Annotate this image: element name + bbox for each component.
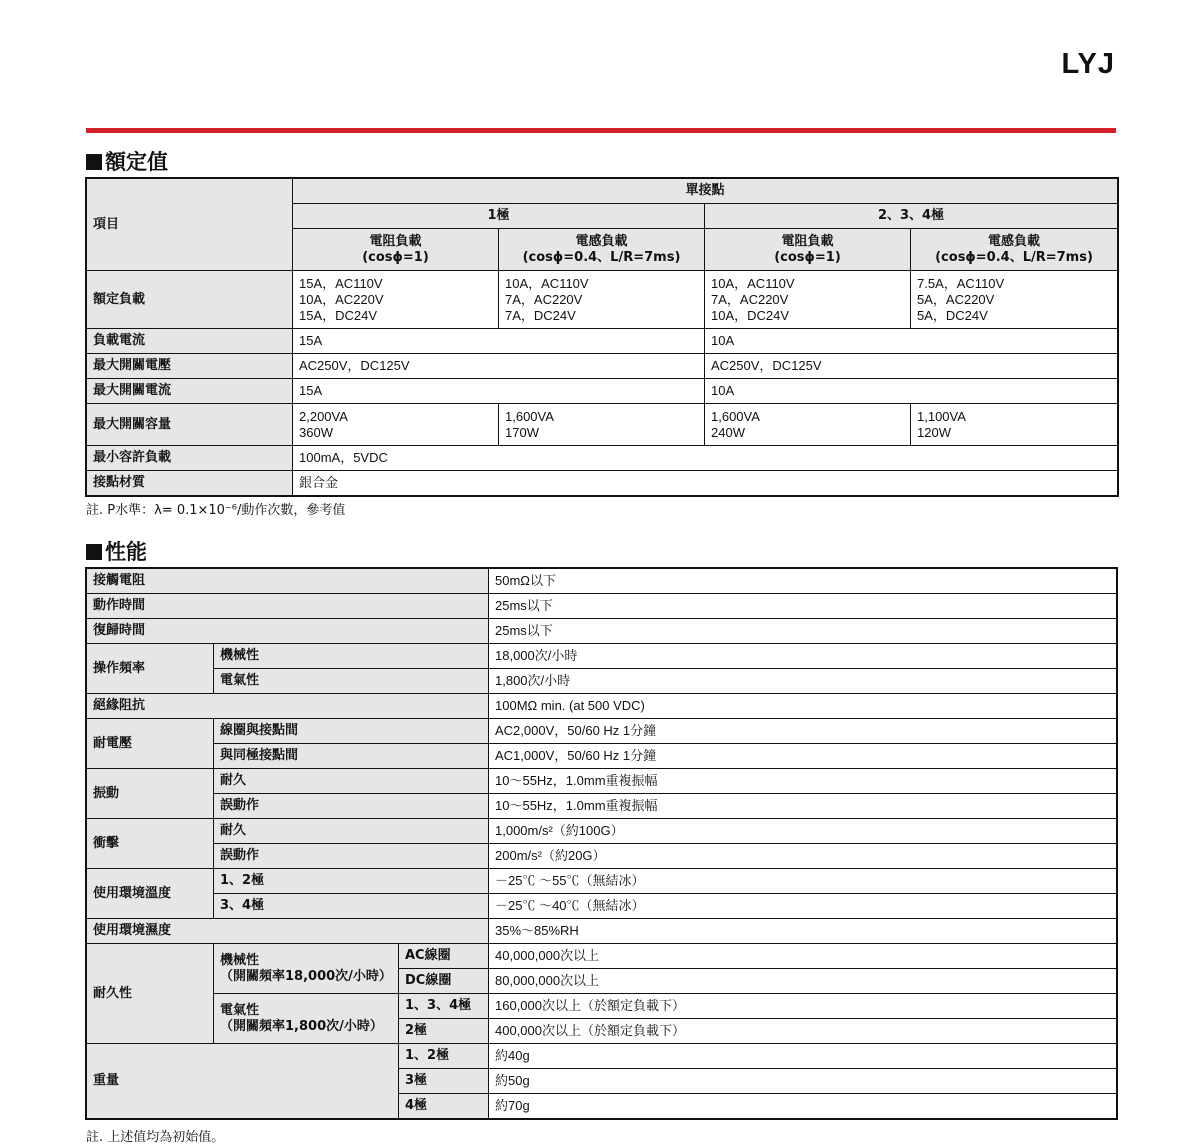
perf-sublabel: 機械性	[214, 644, 489, 669]
perf-value: －25℃ ～40℃（無結冰）	[489, 894, 1117, 919]
perf-label: 復歸時間	[87, 619, 489, 644]
max-capacity-label: 最大開關容量	[87, 404, 293, 446]
perf-value: －25℃ ～55℃（無結冰）	[489, 869, 1117, 894]
perf-label: 耐久性	[87, 944, 214, 1044]
max-capacity-cell: 2,200VA 360W	[293, 404, 499, 446]
load-current-cell: 10A	[705, 329, 1118, 354]
perf-sublabel: DC線圈	[399, 969, 489, 994]
max-current-label: 最大開關電流	[87, 379, 293, 404]
inductive-load-header: 電感負載 (cosϕ=0.4、L/R=7ms)	[911, 229, 1118, 271]
pole1-header: 1極	[293, 204, 705, 229]
perf-sublabel: 3極	[399, 1069, 489, 1094]
perf-sublabel: 與同極接點間	[214, 744, 489, 769]
perf-value: 約70g	[489, 1094, 1117, 1119]
resistive-load-header: 電阻負載 (cosϕ=1)	[705, 229, 911, 271]
inductive-load-header: 電感負載 (cosϕ=0.4、L/R=7ms)	[499, 229, 705, 271]
perf-value: 400,000次以上（於額定負載下）	[489, 1019, 1117, 1044]
max-capacity-cell: 1,600VA 240W	[705, 404, 911, 446]
perf-value: 10～55Hz，1.0mm重複振幅	[489, 769, 1117, 794]
perf-sublabel: 電氣性	[214, 669, 489, 694]
perf-value: 25ms以下	[489, 619, 1117, 644]
min-load-label: 最小容許負載	[87, 446, 293, 471]
perf-sublabel: 線圈與接點間	[214, 719, 489, 744]
perf-value: 100MΩ min. (at 500 VDC)	[489, 694, 1117, 719]
perf-label: 接觸電阻	[87, 569, 489, 594]
perf-sublabel: 誤動作	[214, 844, 489, 869]
perf-label: 操作頻率	[87, 644, 214, 694]
perf-sublabel: 2極	[399, 1019, 489, 1044]
perf-value: 約40g	[489, 1044, 1117, 1069]
perf-value: 約50g	[489, 1069, 1117, 1094]
perf-sublabel: 耐久	[214, 819, 489, 844]
perf-label: 動作時間	[87, 594, 489, 619]
rating-table	[86, 178, 1118, 496]
load-current-cell: 15A	[293, 329, 705, 354]
perf-label: 衝擊	[87, 819, 214, 869]
perf-sublabel: 1、3、4極	[399, 994, 489, 1019]
perf-sublabel: 誤動作	[214, 794, 489, 819]
perf-label: 絕緣阻抗	[87, 694, 489, 719]
perf-value: 35%～85%RH	[489, 919, 1117, 944]
perf-sublabel: 4極	[399, 1094, 489, 1119]
perf-value: 50mΩ以下	[489, 569, 1117, 594]
pole234-header: 2、3、4極	[705, 204, 1118, 229]
rating-title-text: 額定值	[105, 150, 168, 174]
performance-table	[86, 568, 1117, 1119]
header-divider	[86, 128, 1116, 133]
perf-value: AC1,000V，50/60 Hz 1分鐘	[489, 744, 1117, 769]
item-header: 項目	[87, 179, 293, 271]
perf-sublabel: 耐久	[214, 769, 489, 794]
performance-title-text: 性能	[105, 540, 147, 564]
perf-value: 160,000次以上（於額定負載下）	[489, 994, 1117, 1019]
perf-group-label: 電氣性 （開關頻率1,800次/小時）	[214, 994, 399, 1044]
resistive-load-header: 電阻負載 (cosϕ=1)	[293, 229, 499, 271]
max-capacity-cell: 1,600VA 170W	[499, 404, 705, 446]
performance-section-title	[86, 536, 147, 566]
brand-logo: LYJ	[1061, 48, 1115, 80]
bullet-square-icon	[86, 544, 102, 560]
rated-load-cell: 10A，AC110V 7A，AC220V 7A，DC24V	[499, 271, 705, 329]
max-current-cell: 15A	[293, 379, 705, 404]
perf-label: 耐電壓	[87, 719, 214, 769]
performance-note: 註. 上述值均為初始值。	[86, 1130, 225, 1145]
perf-sublabel: 3、4極	[214, 894, 489, 919]
perf-sublabel: 1、2極	[214, 869, 489, 894]
perf-value: 80,000,000次以上	[489, 969, 1117, 994]
perf-label: 使用環境溫度	[87, 869, 214, 919]
perf-value: 10～55Hz，1.0mm重複振幅	[489, 794, 1117, 819]
max-voltage-cell: AC250V，DC125V	[705, 354, 1118, 379]
perf-sublabel: 1、2極	[399, 1044, 489, 1069]
material-label: 接點材質	[87, 471, 293, 496]
rated-load-label: 額定負載	[87, 271, 293, 329]
perf-group-label: 機械性 （開關頻率18,000次/小時）	[214, 944, 399, 994]
perf-sublabel: AC線圈	[399, 944, 489, 969]
max-capacity-cell: 1,100VA 120W	[911, 404, 1118, 446]
perf-value: 25ms以下	[489, 594, 1117, 619]
perf-label: 使用環境濕度	[87, 919, 489, 944]
perf-value: 18,000次/小時	[489, 644, 1117, 669]
perf-value: 40,000,000次以上	[489, 944, 1117, 969]
max-voltage-cell: AC250V，DC125V	[293, 354, 705, 379]
perf-value: 1,800次/小時	[489, 669, 1117, 694]
rating-note: 註. P水準：λ= 0.1×10⁻⁶/動作次數，參考值	[86, 503, 346, 518]
perf-value: 1,000m/s²（約100G）	[489, 819, 1117, 844]
rated-load-cell: 15A，AC110V 10A，AC220V 15A，DC24V	[293, 271, 499, 329]
perf-label: 重量	[87, 1044, 399, 1119]
perf-value: 200m/s²（約20G）	[489, 844, 1117, 869]
perf-value: AC2,000V，50/60 Hz 1分鐘	[489, 719, 1117, 744]
rated-load-cell: 10A，AC110V 7A，AC220V 10A，DC24V	[705, 271, 911, 329]
contact-header: 單接點	[293, 179, 1118, 204]
rated-load-cell: 7.5A，AC110V 5A，AC220V 5A，DC24V	[911, 271, 1118, 329]
load-current-label: 負載電流	[87, 329, 293, 354]
min-load-cell: 100mA，5VDC	[293, 446, 1118, 471]
rating-section-title	[86, 146, 168, 176]
perf-label: 振動	[87, 769, 214, 819]
max-voltage-label: 最大開關電壓	[87, 354, 293, 379]
bullet-square-icon	[86, 154, 102, 170]
max-current-cell: 10A	[705, 379, 1118, 404]
material-cell: 銀合金	[293, 471, 1118, 496]
